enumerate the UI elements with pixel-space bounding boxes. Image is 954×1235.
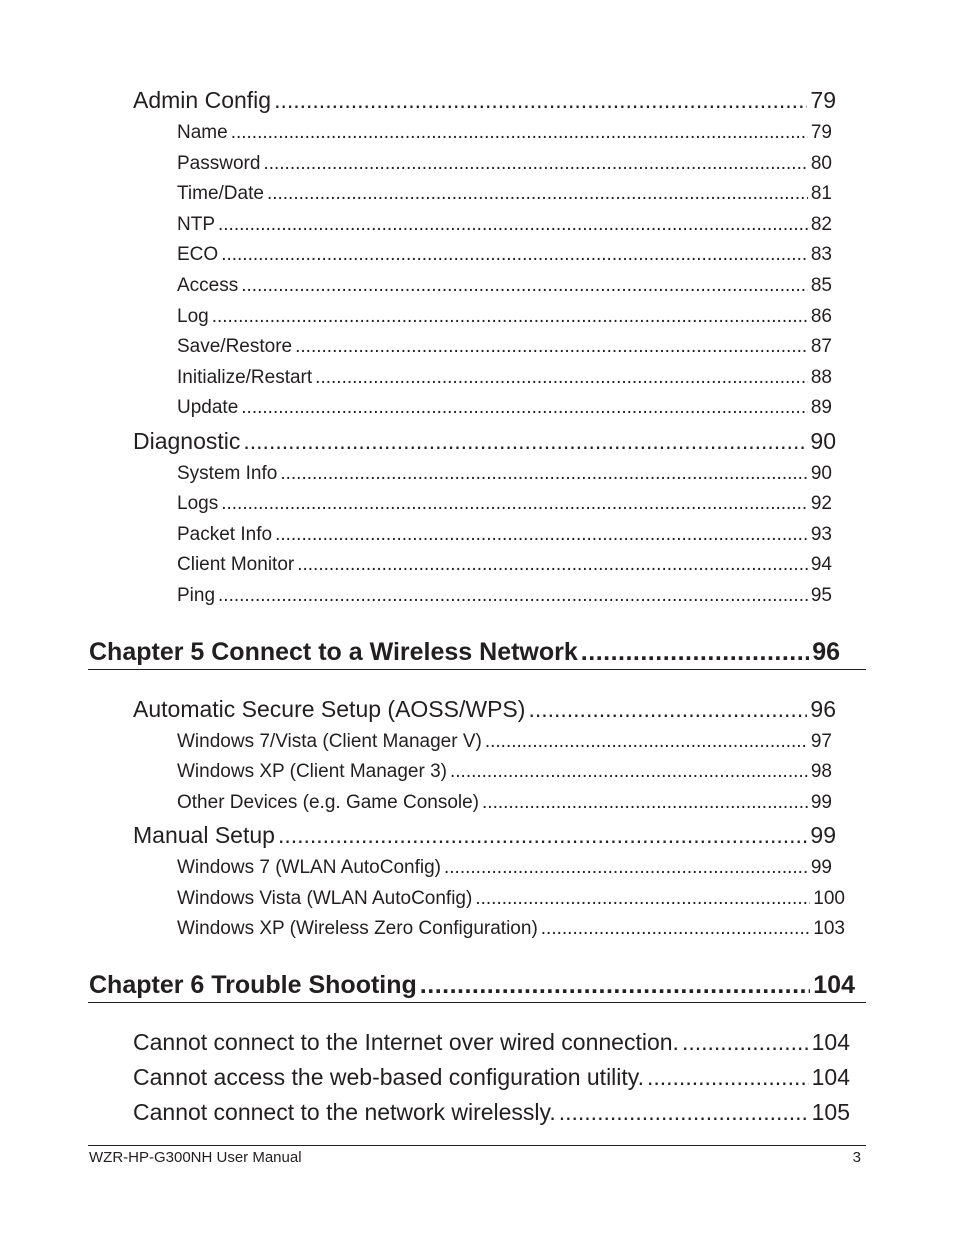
toc-entry-title: System Info bbox=[177, 463, 278, 484]
toc-entry-packet-info[interactable] bbox=[177, 524, 832, 546]
toc-leader-dots bbox=[444, 857, 808, 879]
toc-leader-dots bbox=[528, 696, 807, 723]
toc-entry-page: 99 bbox=[810, 792, 832, 813]
toc-entry-windows-vista-wlan-autoconfig[interactable] bbox=[177, 888, 845, 910]
toc-entry-page: 90 bbox=[810, 463, 832, 484]
toc-entry-title: Client Monitor bbox=[177, 554, 295, 575]
toc-leader-dots bbox=[280, 463, 808, 485]
toc-entry-page: 87 bbox=[810, 336, 832, 357]
toc-entry-title: Automatic Secure Setup (AOSS/WPS) bbox=[133, 696, 526, 722]
chapter-page: 96 bbox=[812, 638, 840, 666]
toc-entry-title: Ping bbox=[177, 585, 216, 606]
toc-chapter-5[interactable] bbox=[89, 638, 840, 667]
chapter-6-divider bbox=[88, 1002, 866, 1003]
toc-entry-page: 83 bbox=[810, 244, 832, 265]
toc-entry-page: 98 bbox=[810, 761, 832, 782]
toc-leader-dots bbox=[581, 638, 809, 667]
toc-leader-dots bbox=[482, 792, 808, 814]
toc-leader-dots bbox=[221, 244, 808, 266]
toc-entry-cannot-connect-wireless[interactable] bbox=[133, 1099, 850, 1126]
toc-entry-title: Time/Date bbox=[177, 183, 264, 204]
toc-entry-page: 104 bbox=[811, 1064, 850, 1090]
toc-chapter-6[interactable] bbox=[89, 971, 855, 1000]
toc-leader-dots bbox=[241, 275, 808, 297]
toc-entry-title: Admin Config bbox=[133, 87, 272, 113]
toc-entry-windows-7-vista-client-manager[interactable] bbox=[177, 731, 832, 753]
toc-leader-dots bbox=[278, 822, 807, 849]
toc-entry-title: Other Devices (e.g. Game Console) bbox=[177, 792, 480, 813]
toc-entry-update[interactable] bbox=[177, 397, 832, 419]
toc-entry-title: Windows XP (Client Manager 3) bbox=[177, 761, 447, 782]
toc-leader-dots bbox=[485, 731, 808, 753]
toc-leader-dots bbox=[559, 1099, 809, 1126]
toc-entry-title: ECO bbox=[177, 244, 219, 265]
toc-entry-page: 90 bbox=[810, 428, 836, 454]
toc-leader-dots bbox=[295, 336, 808, 358]
toc-entry-eco[interactable] bbox=[177, 244, 832, 266]
toc-entry-title: Diagnostic bbox=[133, 428, 241, 454]
toc-leader-dots bbox=[243, 428, 807, 455]
toc-entry-ping[interactable] bbox=[177, 585, 832, 607]
toc-entry-automatic-secure-setup[interactable] bbox=[133, 696, 836, 723]
toc-leader-dots bbox=[218, 585, 808, 607]
toc-entry-title: Cannot connect to the network wirelessly. bbox=[133, 1099, 556, 1125]
toc-entry-page: 95 bbox=[810, 585, 832, 606]
toc-entry-title: Windows 7/Vista (Client Manager V) bbox=[177, 731, 482, 752]
toc-entry-title: Update bbox=[177, 397, 239, 418]
toc-leader-dots bbox=[218, 214, 808, 236]
footer-page-number: 3 bbox=[852, 1149, 861, 1166]
toc-entry-title: Packet Info bbox=[177, 524, 273, 545]
toc-entry-client-monitor[interactable] bbox=[177, 554, 832, 576]
chapter-5-divider bbox=[88, 669, 866, 670]
toc-leader-dots bbox=[267, 183, 808, 205]
toc-entry-title: Name bbox=[177, 122, 228, 143]
toc-entry-page: 100 bbox=[813, 888, 845, 909]
toc-entry-page: 80 bbox=[810, 153, 832, 174]
toc-entry-page: 82 bbox=[810, 214, 832, 235]
toc-entry-logs[interactable] bbox=[177, 493, 832, 515]
toc-entry-page: 81 bbox=[810, 183, 832, 204]
footer-divider bbox=[88, 1145, 866, 1146]
toc-entry-windows-xp-wireless-zero-config[interactable] bbox=[177, 918, 845, 940]
toc-entry-page: 88 bbox=[810, 367, 832, 388]
toc-leader-dots bbox=[212, 306, 808, 328]
toc-leader-dots bbox=[450, 761, 808, 783]
toc-entry-cannot-access-config-utility[interactable] bbox=[133, 1064, 850, 1091]
toc-entry-manual-setup[interactable] bbox=[133, 822, 836, 849]
toc-entry-page: 89 bbox=[810, 397, 832, 418]
toc-entry-page: 103 bbox=[813, 918, 845, 939]
toc-entry-title: Access bbox=[177, 275, 239, 296]
toc-entry-initialize-restart[interactable] bbox=[177, 367, 832, 389]
toc-leader-dots bbox=[263, 153, 807, 175]
toc-leader-dots bbox=[475, 888, 810, 910]
toc-leader-dots bbox=[541, 918, 811, 940]
toc-entry-page: 99 bbox=[810, 857, 832, 878]
toc-entry-title: Save/Restore bbox=[177, 336, 293, 357]
toc-entry-ntp[interactable] bbox=[177, 214, 832, 236]
toc-entry-title: NTP bbox=[177, 214, 215, 235]
toc-entry-page: 93 bbox=[810, 524, 832, 545]
toc-entry-page: 79 bbox=[810, 122, 832, 143]
toc-leader-dots bbox=[682, 1029, 809, 1056]
toc-entry-page: 92 bbox=[810, 493, 832, 514]
toc-entry-page: 99 bbox=[810, 822, 836, 848]
toc-entry-windows-xp-client-manager[interactable] bbox=[177, 761, 832, 783]
toc-entry-admin-config[interactable] bbox=[133, 87, 836, 114]
toc-entry-page: 85 bbox=[810, 275, 832, 296]
toc-entry-title: Log bbox=[177, 306, 209, 327]
chapter-page: 104 bbox=[813, 971, 855, 999]
toc-entry-page: 97 bbox=[810, 731, 832, 752]
toc-entry-title: Cannot connect to the Internet over wired connection. bbox=[133, 1029, 679, 1055]
toc-entry-password[interactable] bbox=[177, 153, 832, 175]
toc-entry-title: Password bbox=[177, 153, 261, 174]
toc-leader-dots bbox=[420, 971, 810, 1000]
toc-entry-other-devices[interactable] bbox=[177, 792, 832, 814]
toc-entry-page: 79 bbox=[810, 87, 836, 113]
footer-manual-title: WZR-HP-G300NH User Manual bbox=[89, 1149, 302, 1166]
toc-entry-title: Manual Setup bbox=[133, 822, 275, 848]
toc-leader-dots bbox=[647, 1064, 809, 1091]
chapter-title: Chapter 6 Trouble Shooting bbox=[89, 971, 417, 999]
toc-entry-page: 86 bbox=[810, 306, 832, 327]
toc-entry-title: Cannot access the web-based configuration utility. bbox=[133, 1064, 644, 1090]
toc-entry-title: Logs bbox=[177, 493, 219, 514]
toc-entry-page: 105 bbox=[811, 1099, 850, 1125]
toc-leader-dots bbox=[315, 367, 808, 389]
toc-leader-dots bbox=[297, 554, 808, 576]
toc-entry-title: Windows XP (Wireless Zero Configuration) bbox=[177, 918, 538, 939]
toc-entry-title: Initialize/Restart bbox=[177, 367, 313, 388]
toc-entry-access[interactable] bbox=[177, 275, 832, 297]
toc-entry-page: 96 bbox=[810, 696, 836, 722]
toc-entry-time-date[interactable] bbox=[177, 183, 832, 205]
toc-entry-save-restore[interactable] bbox=[177, 336, 832, 358]
toc-entry-diagnostic[interactable] bbox=[133, 428, 836, 455]
toc-entry-title: Windows 7 (WLAN AutoConfig) bbox=[177, 857, 441, 878]
toc-leader-dots bbox=[231, 122, 808, 144]
toc-entry-page: 104 bbox=[811, 1029, 850, 1055]
chapter-title: Chapter 5 Connect to a Wireless Network bbox=[89, 638, 578, 666]
toc-entry-log[interactable] bbox=[177, 306, 832, 328]
toc-entry-cannot-connect-wired[interactable] bbox=[133, 1029, 850, 1056]
toc-entry-title: Windows Vista (WLAN AutoConfig) bbox=[177, 888, 473, 909]
toc-entry-page: 94 bbox=[810, 554, 832, 575]
toc-leader-dots bbox=[275, 524, 808, 546]
toc-entry-system-info[interactable] bbox=[177, 463, 832, 485]
toc-leader-dots bbox=[221, 493, 808, 515]
toc-leader-dots bbox=[274, 87, 807, 114]
toc-leader-dots bbox=[241, 397, 808, 419]
toc-entry-name[interactable] bbox=[177, 122, 832, 144]
toc-entry-windows-7-wlan-autoconfig[interactable] bbox=[177, 857, 832, 879]
